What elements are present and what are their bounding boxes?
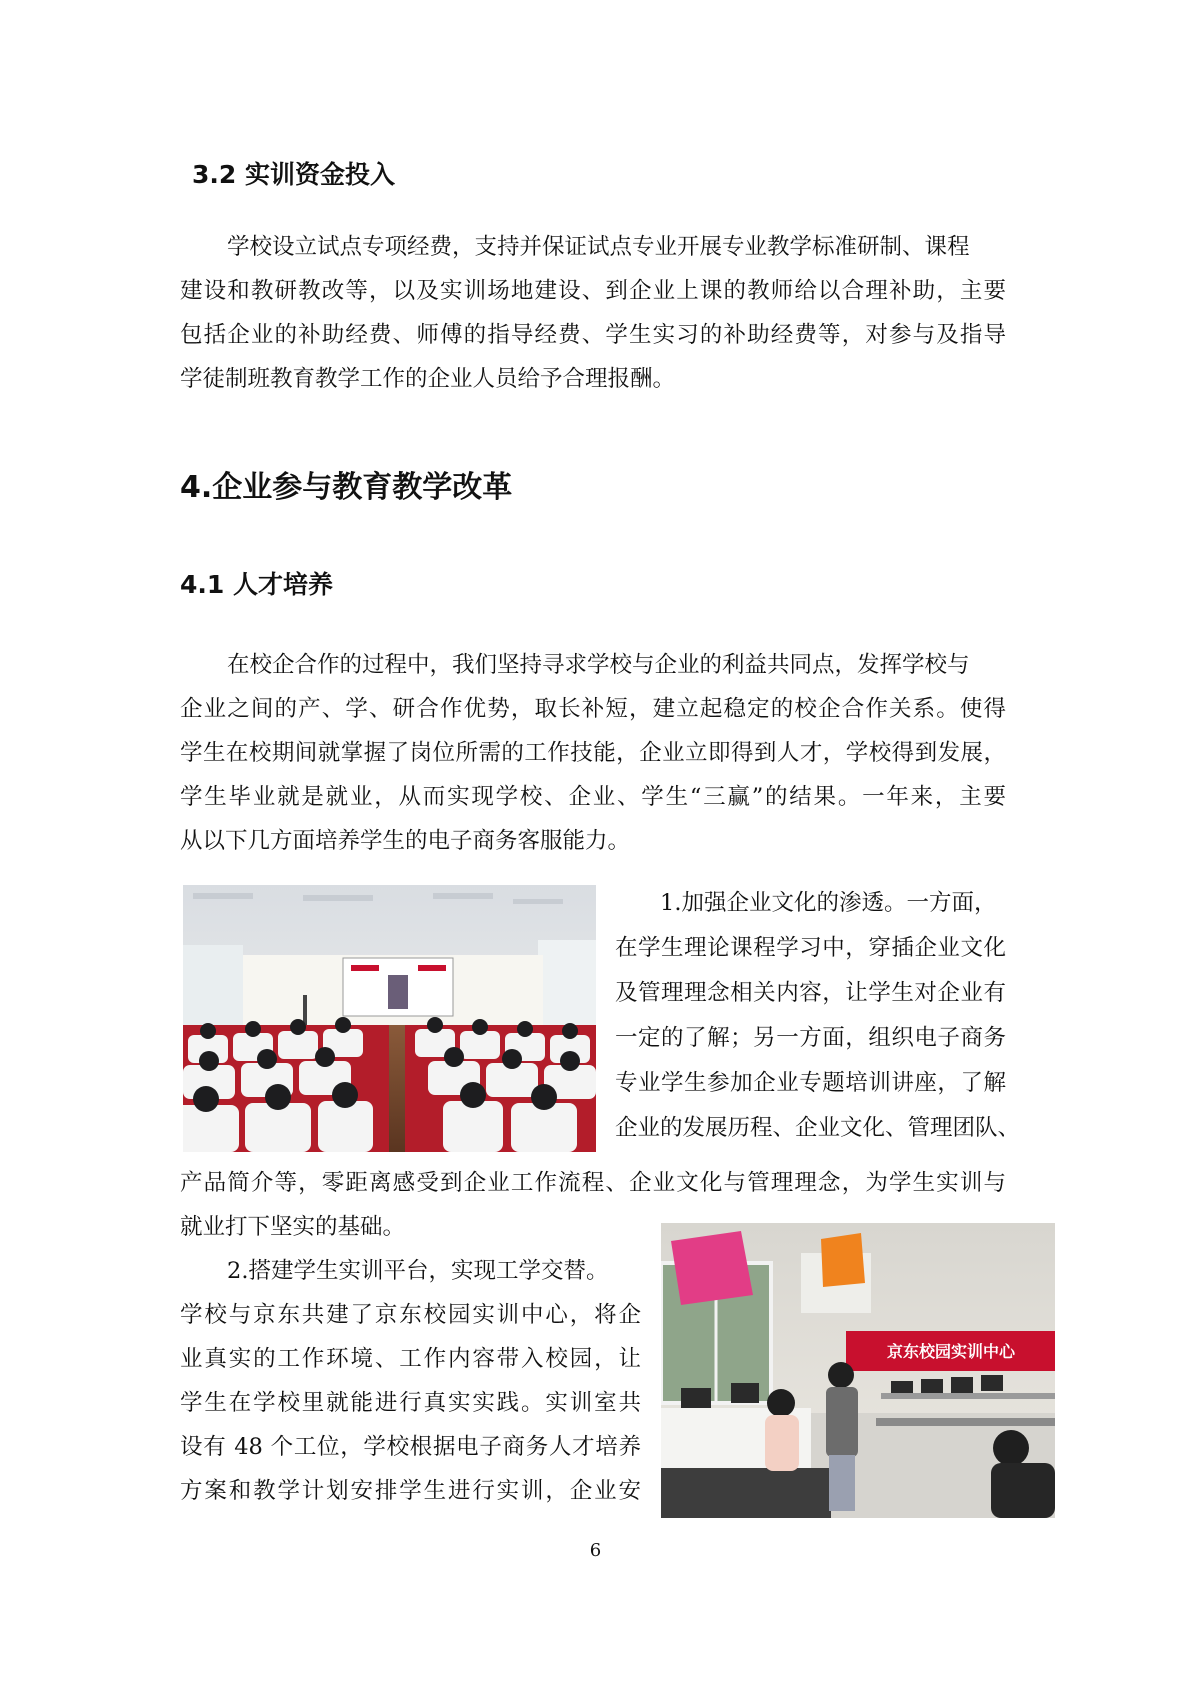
section-4-heading: 4.企业参与教育教学改革 <box>180 470 513 505</box>
paragraph-line: 设有 48 个工位，学校根据电子商务人才培养 <box>180 1434 641 1460</box>
paragraph-line: 一定的了解；另一方面，组织电子商务 <box>615 1025 1006 1051</box>
paragraph-line: 学生在校期间就掌握了岗位所需的工作技能，企业立即得到人才，学校得到发展， <box>180 740 1006 766</box>
page-number: 6 <box>589 1540 602 1561</box>
section-4-1-heading: 4.1 人才培养 <box>180 570 333 599</box>
paragraph-line: 企业的发展历程、企业文化、管理团队、 <box>615 1115 1021 1141</box>
paragraph-line: 方案和教学计划安排学生进行实训，企业安 <box>180 1478 641 1504</box>
paragraph-line: 学生毕业就是就业，从而实现学校、企业、学生“三赢”的结果。一年来，主要 <box>180 784 1006 810</box>
paragraph-line: 2.搭建学生实训平台，实现工学交替。 <box>227 1258 609 1284</box>
paragraph-line: 学校与京东共建了京东校园实训中心，将企 <box>180 1302 641 1328</box>
paragraph-line: 产品简介等，零距离感受到企业工作流程、企业文化与管理理念，为学生实训与 <box>180 1170 1006 1196</box>
paragraph-line: 包括企业的补助经费、师傅的指导经费、学生实习的补助经费等，对参与及指导 <box>180 322 1006 348</box>
lecture-hall-photo <box>183 885 596 1152</box>
paragraph-line: 在学生理论课程学习中，穿插企业文化 <box>615 935 1006 961</box>
paragraph-line: 学校设立试点专项经费，支持并保证试点专业开展专业教学标准研制、课程 <box>227 234 970 260</box>
paragraph-line: 学生在学校里就能进行真实实践。实训室共 <box>180 1390 641 1416</box>
training-center-photo <box>661 1223 1055 1518</box>
paragraph-line: 专业学生参加企业专题培训讲座，了解 <box>615 1070 1006 1096</box>
paragraph-line: 及管理理念相关内容，让学生对企业有 <box>615 980 1006 1006</box>
paragraph-line: 1.加强企业文化的渗透。一方面， <box>660 890 997 916</box>
paragraph-line: 企业之间的产、学、研合作优势，取长补短，建立起稳定的校企合作关系。使得 <box>180 696 1006 722</box>
paragraph-line: 建设和教研教改等，以及实训场地建设、到企业上课的教师给以合理补助，主要 <box>180 278 1006 304</box>
paragraph-line: 学徒制班教育教学工作的企业人员给予合理报酬。 <box>180 366 676 392</box>
section-3-2-heading: 3.2 实训资金投入 <box>192 160 395 189</box>
paragraph-line: 从以下几方面培养学生的电子商务客服能力。 <box>180 828 631 854</box>
paragraph-line: 在校企合作的过程中，我们坚持寻求学校与企业的利益共同点，发挥学校与 <box>227 652 970 678</box>
training-center-banner: 京东校园实训中心 <box>886 1342 1016 1361</box>
paragraph-line: 业真实的工作环境、工作内容带入校园，让 <box>180 1346 641 1372</box>
paragraph-line: 就业打下坚实的基础。 <box>180 1214 406 1240</box>
